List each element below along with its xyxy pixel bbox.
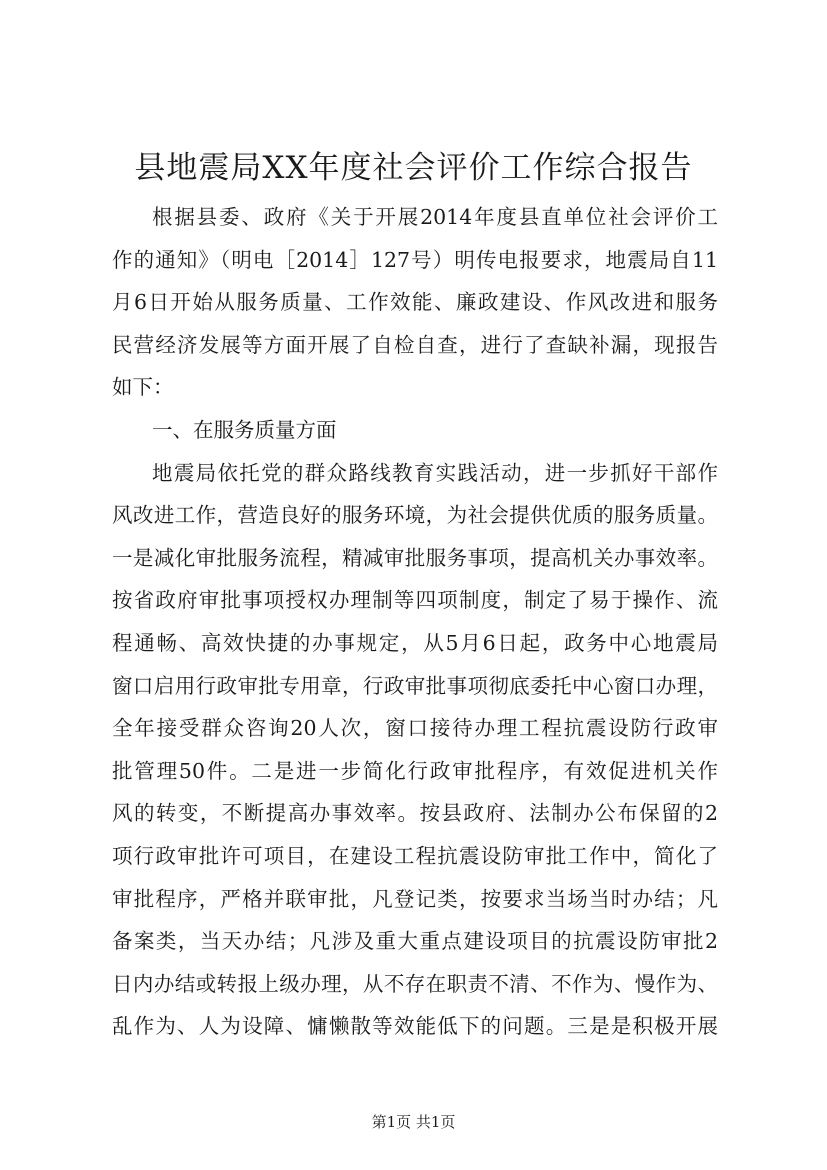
- paragraph-line: 风改进工作，营造良好的服务环境，为社会提供优质的服务质量。: [112, 503, 718, 528]
- paragraph-line: 全年接受群众咨询20人次，窗口接待办理工程抗震设防行政审: [112, 716, 718, 741]
- paragraph-line: 一是减化审批服务流程，精减审批服务事项，提高机关办事效率。: [112, 545, 718, 570]
- paragraph-line: 日内办结或转报上级办理，从不存在职责不清、不作为、慢作为、: [112, 971, 718, 996]
- paragraph-line: 窗口启用行政审批专用章，行政审批事项彻底委托中心窗口办理，: [112, 673, 718, 698]
- paragraph-line: 乱作为、人为设障、慵懒散等效能低下的问题。三是是积极开展: [112, 1014, 718, 1039]
- paragraph-line: 民营经济发展等方面开展了自检自查，进行了查缺补漏，现报告: [112, 332, 718, 357]
- paragraph-line: 如下：: [112, 375, 174, 400]
- section-heading: 一、在服务质量方面: [152, 417, 337, 442]
- paragraph-line: 项行政审批许可项目，在建设工程抗震设防审批工作中，简化了: [112, 843, 718, 868]
- paragraph-line: 批管理50件。二是进一步简化行政审批程序，有效促进机关作: [112, 758, 718, 783]
- paragraph-line: 风的转变，不断提高办事效率。按县政府、法制办公布保留的2: [112, 801, 718, 826]
- document-body: [112, 196, 718, 1048]
- paragraph-line: 作的通知》（明电［2014］127号）明传电报要求，地震局自11: [112, 247, 718, 272]
- paragraph-line: 按省政府审批事项授权办理制等四项制度，制定了易于操作、流: [112, 588, 718, 613]
- paragraph-line: 地震局依托党的群众路线教育实践活动，进一步抓好干部作: [152, 460, 718, 485]
- paragraph-line: 程通畅、高效快捷的办事规定，从5月6日起，政务中心地震局: [112, 630, 718, 655]
- paragraph-line: 月6日开始从服务质量、工作效能、廉政建设、作风改进和服务: [112, 290, 718, 315]
- document-title: 县地震局XX年度社会评价工作综合报告: [134, 150, 693, 186]
- page-number-footer: 第1页 共1页: [371, 1113, 456, 1131]
- paragraph-line: 根据县委、政府《关于开展2014年度县直单位社会评价工: [152, 205, 718, 229]
- paragraph-line: 审批程序，严格并联审批，凡登记类，按要求当场当时办结；凡: [112, 886, 718, 911]
- paragraph-line: 备案类，当天办结；凡涉及重大重点建设项目的抗震设防审批2: [112, 929, 718, 954]
